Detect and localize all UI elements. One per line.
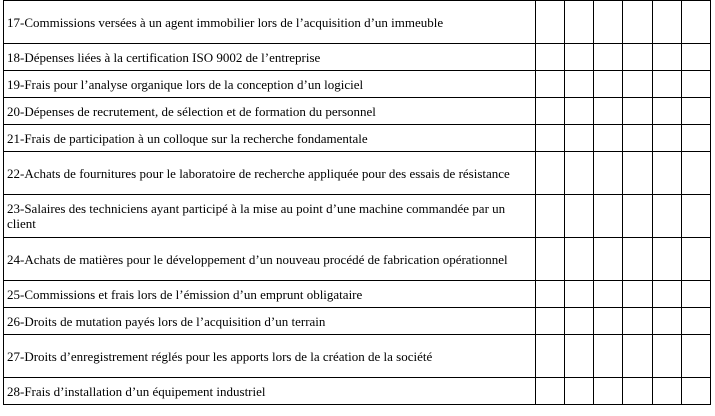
answer-cell[interactable] [594, 335, 623, 378]
row-label: 25-Commissions et frais lors de l’émission d’un emprunt obligataire [4, 281, 536, 308]
answer-cell[interactable] [623, 71, 652, 98]
answer-cell[interactable] [594, 378, 623, 405]
answer-cell[interactable] [623, 195, 652, 238]
answer-cell[interactable] [681, 335, 710, 378]
answer-cell[interactable] [565, 238, 594, 281]
answer-cell[interactable] [565, 195, 594, 238]
answer-cell[interactable] [623, 308, 652, 335]
answer-cell[interactable] [535, 281, 564, 308]
table-row [4, 281, 711, 308]
answer-cell[interactable] [623, 378, 652, 405]
answer-cell[interactable] [652, 335, 681, 378]
answer-cell[interactable] [565, 125, 594, 152]
row-label: 18-Dépenses liées à la certification ISO 9002 de l’entreprise [4, 44, 536, 71]
answer-cell[interactable] [623, 238, 652, 281]
answer-cell[interactable] [652, 195, 681, 238]
answer-cell[interactable] [623, 281, 652, 308]
answer-cell[interactable] [594, 308, 623, 335]
row-label: 17-Commissions versées à un agent immobilier lors de l’acquisition d’un immeuble [4, 1, 536, 44]
answer-cell[interactable] [681, 378, 710, 405]
answer-cell[interactable] [535, 44, 564, 71]
answer-cell[interactable] [652, 238, 681, 281]
answer-cell[interactable] [535, 335, 564, 378]
answer-cell[interactable] [652, 308, 681, 335]
answer-cell[interactable] [535, 195, 564, 238]
table-row [4, 71, 711, 98]
answer-cell[interactable] [623, 44, 652, 71]
answer-cell[interactable] [535, 98, 564, 125]
answer-cell[interactable] [594, 71, 623, 98]
answer-cell[interactable] [681, 71, 710, 98]
table-row [4, 378, 711, 405]
answer-cell[interactable] [681, 195, 710, 238]
answer-cell[interactable] [535, 308, 564, 335]
table-row [4, 335, 711, 378]
answer-cell[interactable] [565, 335, 594, 378]
answer-cell[interactable] [594, 44, 623, 71]
expense-classification-table [3, 0, 711, 405]
answer-cell[interactable] [594, 238, 623, 281]
answer-cell[interactable] [652, 98, 681, 125]
answer-cell[interactable] [565, 308, 594, 335]
table-row [4, 125, 711, 152]
answer-cell[interactable] [681, 1, 710, 44]
answer-cell[interactable] [652, 378, 681, 405]
answer-cell[interactable] [594, 1, 623, 44]
row-label: 20-Dépenses de recrutement, de sélection et de formation du personnel [4, 98, 536, 125]
answer-cell[interactable] [623, 1, 652, 44]
answer-cell[interactable] [652, 152, 681, 195]
answer-cell[interactable] [535, 1, 564, 44]
answer-cell[interactable] [681, 308, 710, 335]
answer-cell[interactable] [594, 152, 623, 195]
table-row [4, 308, 711, 335]
answer-cell[interactable] [535, 238, 564, 281]
answer-cell[interactable] [681, 98, 710, 125]
answer-cell[interactable] [594, 195, 623, 238]
row-label: 21-Frais de participation à un colloque sur la recherche fondamentale [4, 125, 536, 152]
row-label: 23-Salaires des techniciens ayant participé à la mise au point d’une machine commandée par un client [4, 195, 536, 238]
answer-cell[interactable] [594, 125, 623, 152]
answer-cell[interactable] [565, 98, 594, 125]
table-row [4, 98, 711, 125]
answer-cell[interactable] [652, 281, 681, 308]
answer-cell[interactable] [535, 71, 564, 98]
answer-cell[interactable] [594, 281, 623, 308]
answer-cell[interactable] [623, 335, 652, 378]
answer-cell[interactable] [681, 125, 710, 152]
answer-cell[interactable] [681, 281, 710, 308]
answer-cell[interactable] [535, 152, 564, 195]
table-row [4, 238, 711, 281]
answer-cell[interactable] [652, 125, 681, 152]
table-row [4, 1, 711, 44]
answer-cell[interactable] [681, 152, 710, 195]
answer-cell[interactable] [623, 98, 652, 125]
row-label: 24-Achats de matières pour le développement d’un nouveau procédé de fabrication opérationnel [4, 238, 536, 281]
answer-cell[interactable] [594, 98, 623, 125]
table-row [4, 195, 711, 238]
answer-cell[interactable] [565, 152, 594, 195]
answer-cell[interactable] [565, 71, 594, 98]
answer-cell[interactable] [535, 125, 564, 152]
answer-cell[interactable] [623, 152, 652, 195]
answer-cell[interactable] [535, 378, 564, 405]
answer-cell[interactable] [565, 378, 594, 405]
row-label: 22-Achats de fournitures pour le laboratoire de recherche appliquée pour des essais de résistance [4, 152, 536, 195]
answer-cell[interactable] [565, 281, 594, 308]
answer-cell[interactable] [623, 125, 652, 152]
table-row [4, 152, 711, 195]
answer-cell[interactable] [565, 44, 594, 71]
row-label: 27-Droits d’enregistrement réglés pour les apports lors de la création de la société [4, 335, 536, 378]
answer-cell[interactable] [565, 1, 594, 44]
row-label: 19-Frais pour l’analyse organique lors de la conception d’un logiciel [4, 71, 536, 98]
answer-cell[interactable] [681, 238, 710, 281]
answer-cell[interactable] [681, 44, 710, 71]
answer-cell[interactable] [652, 44, 681, 71]
answer-cell[interactable] [652, 1, 681, 44]
row-label: 26-Droits de mutation payés lors de l’acquisition d’un terrain [4, 308, 536, 335]
table-row [4, 44, 711, 71]
row-label: 28-Frais d’installation d’un équipement industriel [4, 378, 536, 405]
answer-cell[interactable] [652, 71, 681, 98]
